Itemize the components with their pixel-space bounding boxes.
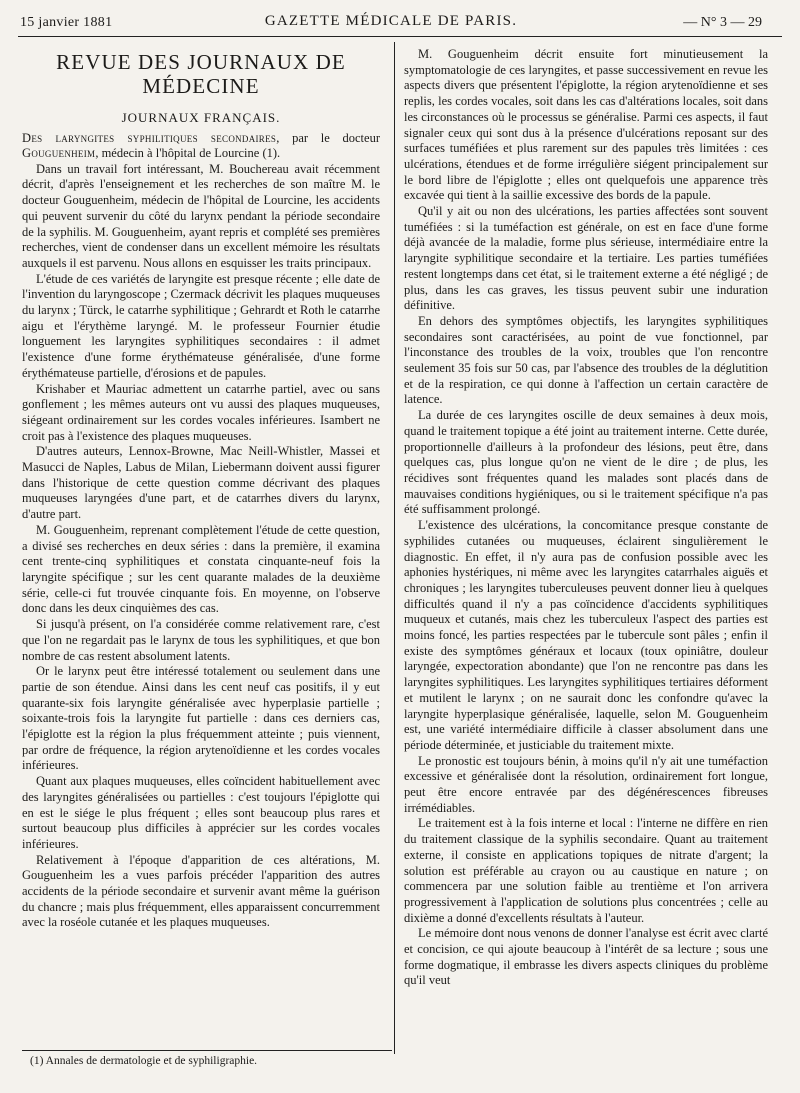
left-paragraph: M. Gouguenheim, reprenant complètement l'étude de cette question, a divisé ses recherches en deux séries : dans la première, il examina cent trente-cinq syphilitiques et constata cinquante-neuf fois la laryngite spécifique ; sur les cent quarante malades de la deuxième série, celle-ci fut trouvée cinquante fois. En moyenne, on l'observe donc dans les deux cinquièmes des cas.	[22, 522, 380, 616]
article-heading	[22, 131, 380, 162]
left-paragraph: Quant aux plaques muqueuses, elles coïncident habituellement avec des laryngites généralisées ou partielles : c'est toujours l'épiglotte qui en est le siége le plus fréquent ; elles sont beaucoup plus rares et surtout beaucoup plus difficiles à apprécier sur les cordes vocales inférieures.	[22, 774, 380, 851]
footnote-rule	[22, 1050, 392, 1051]
left-paragraph: Or le larynx peut être intéressé totalement ou seulement dans une partie de son étendue. Ainsi dans les cent neuf cas positifs, il y eut quarante-six fois laryngite généralisée avec hyperplasie partielle ; soixante-trois fois la laryngite fut partielle : dans ces derniers cas, l'épiglotte est la région la plus fréquemment atteinte ; puis viennent, par ordre de fréquence, la région arytenoïdienne et les cordes vocales inférieures.	[22, 664, 380, 773]
left-paragraph: L'étude de ces variétés de laryngite est presque récente ; elle date de l'invention du laryngoscope ; Czermack décrivit les plaques muqueuses du larynx ; Türck, le catarrhe syphilitique ; Gehrardt et Roth le catarrhe aigu et l'érythème laryngé. M. le professeur Fournier étudie longuement les laryngites syphilitiques secondaires : il admet l'existence d'une forme érythémateuse généralisée, d'une forme érythémateuse partielle, d'érosions et de papules.	[22, 271, 380, 380]
right-paragraph: La durée de ces laryngites oscille de deux semaines à deux mois, quand le traitement topique a été joint au traitement interne. Cette durée, proportionnelle d'ailleurs à la profondeur des lésions, peut être, dans quelques cas, plus longue qu'on ne vient de le dire ; de plus, les récidives sont fréquentes quand les malades sont placés dans de mauvaises conditions hygiéniques, ou si le traitement spécifique n'a pas été suffisamment prolongé.	[404, 408, 768, 517]
left-column	[22, 47, 380, 931]
section-title: REVUE DES JOURNAUX DE MÉDECINE	[56, 50, 346, 98]
left-paragraph: Si jusqu'à présent, on l'a considérée comme relativement rare, c'est que l'on ne regardait pas le larynx de tous les syphilitiques, et que bon nombre de cas restent absolument latents.	[22, 617, 380, 663]
article-title: Des laryngites syphilitiques secondaires	[22, 130, 277, 145]
left-paragraph: Krishaber et Mauriac admettent un catarrhe partiel, avec ou sans gonflement ; les mêmes auteurs ont vu aussi des plaques muqueuses, siégeant ordinairement sur les cordes vocales inférieures. Isambert ne croit pas à l'existence des plaques muqueuses.	[22, 381, 380, 443]
right-column	[404, 47, 768, 989]
header-issue-page: — N° 3 — 29	[683, 15, 762, 30]
header-journal-title: GAZETTE MÉDICALE DE PARIS.	[264, 13, 518, 29]
article-affiliation: , médecin à l'hôpital de Lourcine (1).	[95, 146, 281, 161]
subsection-title: JOURNAUX FRANÇAIS.	[121, 110, 281, 125]
left-paragraph: Relativement à l'époque d'apparition de ces altérations, M. Gouguenheim les a vues parfois précéder l'apparition des autres accidents de la période secondaire et survenir avant même la guérison du chancre ; mais plus fréquemment, elles apparaissent concurremment avec la roséole cutanée et les plaques muqueuses.	[22, 852, 380, 930]
footnote: (1) Annales de dermatologie et de syphiligraphie.	[30, 1055, 258, 1067]
right-paragraph: Le mémoire dont nous venons de donner l'analyse est écrit avec clarté et concision, ce qui ajoute beaucoup à l'intérêt de sa lecture ; sous une forme dogmatique, il embrasse les divers aspects cliniques du problème qu'il veut	[404, 926, 768, 988]
right-paragraph: Qu'il y ait ou non des ulcérations, les parties affectées sont souvent tuméfiées : si la tuméfaction est générale, on est en face d'une forme déjà avancée de la maladie, forme plus sérieuse, intermédiaire entre la laryngite syphilitique secondaire et la tertiaire. Les parties tuméfiées restent longtemps dans cet état, si le traitement externe a été négligé ; de plus, dans les cas graves, les tissus peuvent subir une induration définitive.	[404, 204, 768, 313]
header-rule	[18, 36, 782, 37]
page-header	[20, 13, 762, 33]
right-paragraph: Le traitement est à la fois interne et local : l'interne ne diffère en rien du traitement classique de la syphilis secondaire. Quant au traitement externe, il consiste en applications topiques de nitrate d'argent; la solution est préférable au crayon ou au caustique en nature ; on commencera par une solution faible au trentième et l'on arrivera progressivement à l'application de solutions plus concentrées ; celle au dixième a donné d'excellents résultats à l'auteur.	[404, 816, 768, 925]
column-divider	[394, 42, 395, 1054]
article-author: Gouguenheim	[22, 146, 96, 161]
right-paragraph: L'existence des ulcérations, la concomitance presque constante de syphilides cutanées ou muqueuses, éclairent singulièrement le diagnostic. En effet, il n'y aura pas de confusion possible avec les aphonies hystériques, ni même avec les laryngites catarrhales aiguës et chroniques ; les laryngites tuberculeuses peuvent donner lieu à quelques difficultés quand il n'y a pas coïncidence d'accidents syphilitiques muqueux et cutanés, mais chez les tuberculeux l'aspect des parties est moins foncé, les parties respectées par le tubercule sont pâles ; enfin il existe des symptômes généraux et locaux (toux opiniâtre, douleur laryngée, expectoration abondante) que l'on ne rencontre pas dans les laryngites syphilitiques. Les laryngites syphilitiques tertiaires déforment et mutilent le larynx ; on ne saurait donc les confondre qu'avec la laryngite hyperplasique généralisée, laquelle, selon M. Gouguenheim est, une variété intermédiaire difficile à classer absolument dans une période déterminée, et justiciable du traitement mixte.	[404, 518, 768, 752]
right-paragraph: M. Gouguenheim décrit ensuite fort minutieusement la symptomatologie de ces laryngites, et passe successivement en revue les aspects divers que présentent l'épiglotte, la région arytenoïdienne et ses replis, les cordes vocales, soit dans les cas d'altérations locales, soit dans les circonstances où le processus se généralise. Parmi ces aspects, il faut signaler ceux qui sont dus à la présence d'ulcérations reposant sur des surfaces tuméfiées et plus rarement sur des papules très limitées : ces ulcérations, étendues et de forme irrégulière siégent principalement sur le bord libre de l'épiglotte ; elles ont quelquefois une apparence très excavée qui tient à la saillie excessive des bords de la papule.	[404, 47, 768, 203]
left-paragraph: D'autres auteurs, Lennox-Browne, Mac Neill-Whistler, Massei et Masucci de Naples, Labus de Milan, Liebermann doivent aussi figurer dans l'historique de cette question comme décrivant des plaques muqueuses laryngées d'une part, et de catarrhes divers du larynx, d'autre part.	[22, 444, 380, 522]
right-paragraph: Le pronostic est toujours bénin, à moins qu'il n'y ait une tuméfaction excessive et généralisée dont la résolution, ordinairement fort longue, peut être encore entravée par des dégénérescences fibreuses irrémédiables.	[404, 753, 768, 815]
article-author-prefix: , par le docteur	[276, 130, 380, 145]
header-date: 15 janvier 1881	[20, 15, 113, 30]
right-paragraph: En dehors des symptômes objectifs, les laryngites syphilitiques secondaires sont caractérisées, au point de vue fonctionnel, par l'inconstance des troubles de la voix, troubles que l'on rencontre seulement 35 fois sur 50 cas, par l'absence des troubles de la déglutition et de la respiration, ce qui donne à l'affection un certain caractère de latence.	[404, 313, 768, 407]
left-paragraph: Dans un travail fort intéressant, M. Bouchereau avait récemment décrit, d'après l'enseignement et les recherches de son maître M. le docteur Gouguenheim, médecin de l'hôpital de Lourcine, les accidents qui peuvent survenir du côté du larynx pendant la période secondaire de la syphilis. M. Gouguenheim, ayant repris et complété ses premières recherches, vient de condenser dans un excellent mémoire les résultats auxquels il est parvenu. Nous allons en esquisser les traits principaux.	[22, 161, 380, 270]
